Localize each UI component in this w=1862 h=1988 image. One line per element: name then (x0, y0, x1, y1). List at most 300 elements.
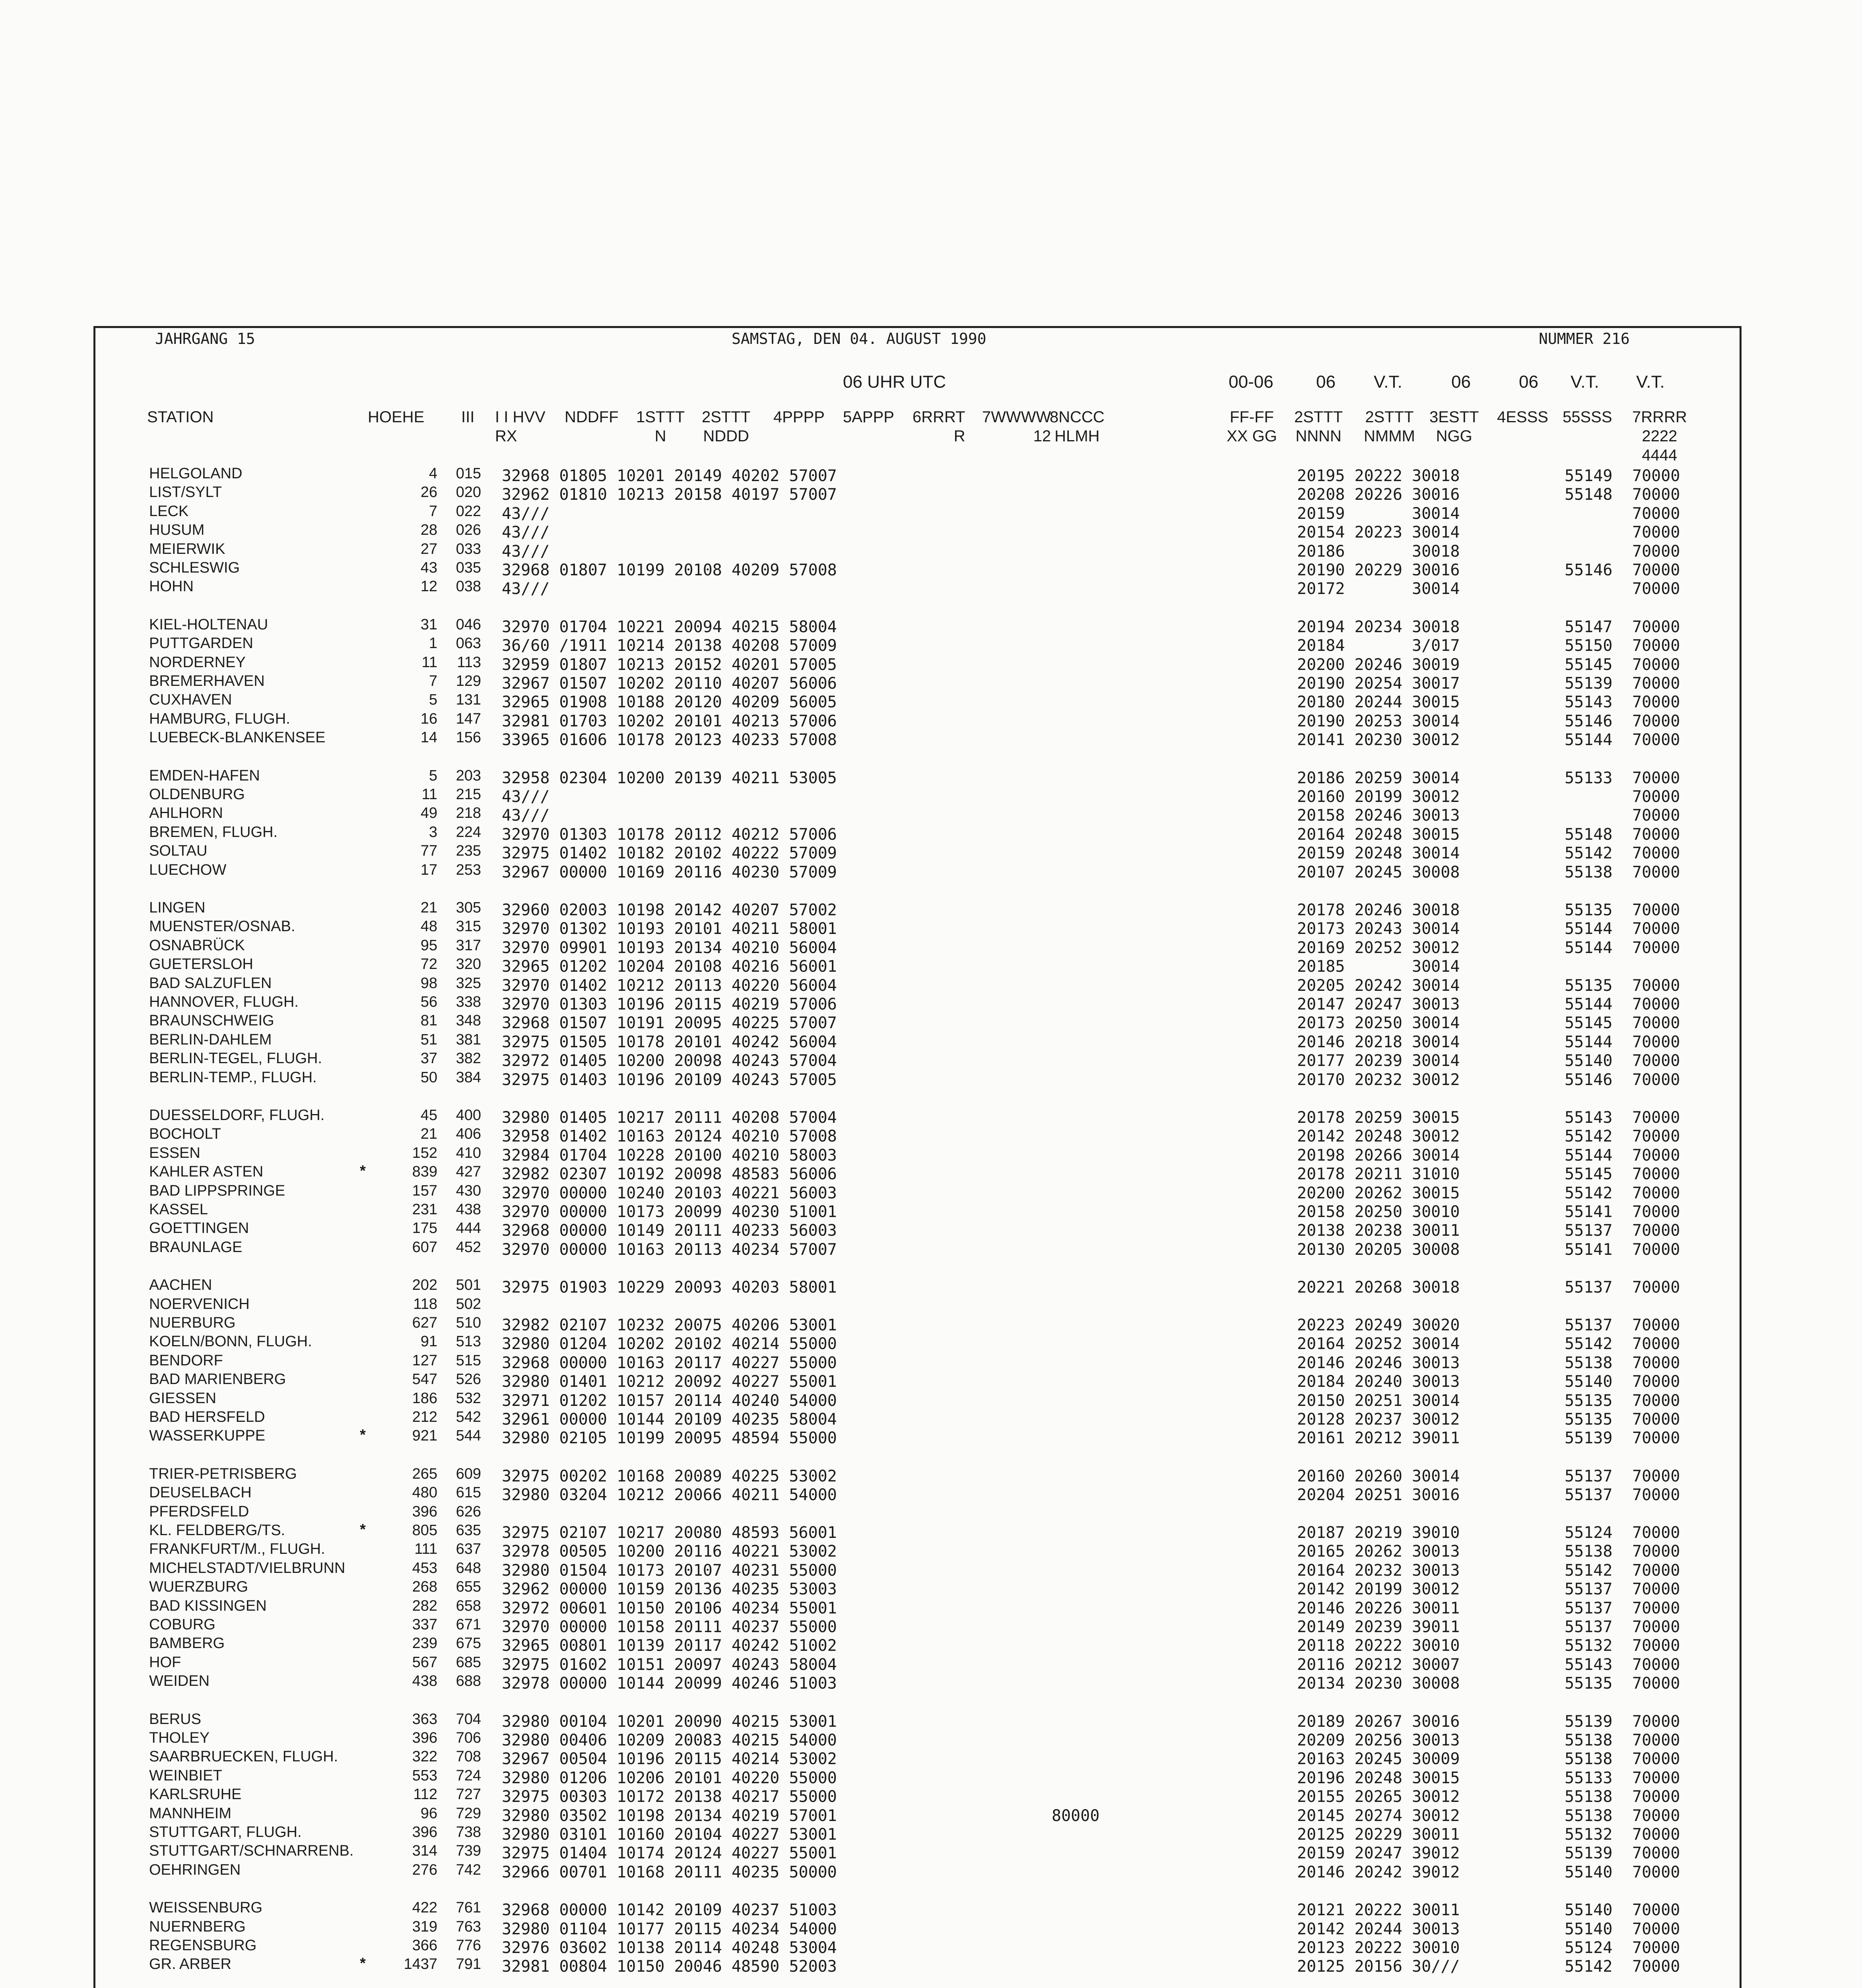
temp-group: 20149 20239 39011 (1297, 1618, 1460, 1636)
sun-group: 55140 (1565, 1901, 1613, 1920)
rain-group: 70000 (1632, 542, 1680, 561)
station-name: BAMBERG (149, 1635, 225, 1652)
station-height: 21 (420, 1126, 437, 1143)
rain-group: 70000 (1632, 769, 1680, 787)
rain-group: 70000 (1632, 1353, 1680, 1372)
station-height: 21 (420, 899, 437, 916)
station-height: 553 (412, 1767, 437, 1784)
station-name: BRAUNLAGE (149, 1239, 243, 1256)
sun-group: 55135 (1565, 1674, 1613, 1693)
station-name: PFERDSFELD (149, 1503, 249, 1520)
obs-group: 36/60 /1911 10214 20138 40208 57009 (502, 637, 837, 655)
station-height: 95 (420, 937, 437, 954)
sun-group: 55124 (1565, 1939, 1613, 1957)
volume-label: JAHRGANG 15 (155, 330, 255, 348)
col-c6: 5APPP (843, 408, 894, 426)
rain-group: 70000 (1632, 467, 1680, 485)
rain-group: 70000 (1632, 731, 1680, 749)
sun-group: 55137 (1565, 1278, 1613, 1297)
mountain-station-mark: * (360, 1521, 366, 1538)
station-id: 305 (456, 899, 481, 916)
station-id: 438 (456, 1201, 481, 1218)
sun-group: 55124 (1565, 1524, 1613, 1542)
temp-group: 20185 30014 (1297, 957, 1460, 976)
sun-group: 55132 (1565, 1637, 1613, 1655)
station-name: HELGOLAND (149, 465, 243, 482)
station-height: 127 (412, 1352, 437, 1369)
station-name: MICHELSTADT/VIELBRUNN (149, 1559, 346, 1576)
rain-group: 70000 (1632, 1109, 1680, 1127)
rain-group: 70000 (1632, 1920, 1680, 1938)
temp-group: 20165 20262 30013 (1297, 1542, 1460, 1561)
sun-group: 55146 (1565, 712, 1613, 730)
station-height: 314 (412, 1842, 437, 1860)
temp-group: 20116 20212 30007 (1297, 1655, 1460, 1674)
date-label: SAMSTAG, DEN 04. AUGUST 1990 (732, 330, 986, 348)
station-height: 363 (412, 1710, 437, 1728)
rain-group: 70000 (1632, 1561, 1680, 1580)
temp-group: 20128 20237 30012 (1297, 1410, 1460, 1429)
temp-group: 20177 20239 30014 (1297, 1052, 1460, 1070)
station-id: 203 (456, 767, 481, 784)
obs-group: 32958 01402 10163 20124 40210 57008 (502, 1127, 837, 1146)
sun-group: 55147 (1565, 617, 1613, 636)
sun-group: 55142 (1565, 1184, 1613, 1202)
station-height: 45 (420, 1107, 437, 1124)
rain-group: 70000 (1632, 976, 1680, 995)
temp-group: 20189 20267 30016 (1297, 1712, 1460, 1731)
station-id: 113 (457, 654, 481, 671)
obs-group: 32970 00000 10163 20113 40234 57007 (502, 1240, 837, 1259)
station-id: 038 (456, 578, 481, 595)
station-name: LINGEN (149, 899, 206, 916)
sun-group: 55135 (1565, 1391, 1613, 1410)
rain-group: 70000 (1632, 1618, 1680, 1636)
obs-group: 43/// (502, 542, 550, 561)
station-height: 276 (412, 1861, 437, 1878)
station-id: 542 (456, 1409, 481, 1425)
station-id: 515 (456, 1352, 481, 1369)
obs-group: 32970 01402 10212 20113 40220 56004 (502, 976, 837, 995)
station-id: 544 (456, 1427, 481, 1444)
obs-group: 32970 01302 10193 20101 40211 58001 (502, 920, 837, 938)
obs-group: 43/// (502, 806, 550, 825)
station-height: 26 (420, 484, 437, 501)
obs-group: 32965 01202 10204 20108 40216 56001 (502, 957, 837, 976)
rain-group: 70000 (1632, 1410, 1680, 1429)
temp-group: 20172 30014 (1297, 580, 1460, 598)
obs-group: 43/// (502, 580, 550, 598)
rain-group: 70000 (1632, 1637, 1680, 1655)
rain-group: 70000 (1632, 1184, 1680, 1202)
rain-group: 70000 (1632, 1127, 1680, 1146)
station-name: HUSUM (149, 522, 205, 539)
station-id: 325 (456, 975, 481, 992)
station-height: 37 (420, 1050, 437, 1067)
station-name: HOF (149, 1654, 181, 1671)
station-height: 111 (414, 1541, 437, 1558)
obs-extra: 80000 (1052, 1806, 1100, 1825)
station-name: BREMEN, FLUGH. (149, 823, 278, 841)
station-id: 317 (456, 937, 481, 954)
temp-group: 20154 20223 30014 (1297, 523, 1460, 542)
temp-group: 20145 20274 30012 (1297, 1806, 1460, 1825)
obs-group: 32968 01507 10191 20095 40225 57007 (502, 1014, 837, 1033)
time-label: 06 UHR UTC (843, 372, 946, 392)
obs-group: 32975 01403 10196 20109 40243 57005 (502, 1070, 837, 1089)
sun-group: 55138 (1565, 1806, 1613, 1825)
sun-group: 55145 (1565, 655, 1613, 674)
r-label-6: V.T. (1571, 372, 1599, 392)
station-height: 265 (412, 1465, 437, 1482)
temp-group: 20158 20250 30010 (1297, 1203, 1460, 1221)
sun-group: 55140 (1565, 1052, 1613, 1070)
temp-group: 20184 20240 30013 (1297, 1373, 1460, 1391)
rain-group: 70000 (1632, 1070, 1680, 1089)
station-height: 56 (420, 994, 437, 1010)
obs-group: 32980 02105 10199 20095 48594 55000 (502, 1429, 837, 1448)
sun-group: 55133 (1565, 769, 1613, 787)
sun-group: 55144 (1565, 731, 1613, 749)
temp-group: 20146 20226 30011 (1297, 1599, 1460, 1617)
rain-group: 70000 (1632, 1391, 1680, 1410)
station-id: 704 (456, 1710, 481, 1728)
sun-group: 55142 (1565, 844, 1613, 863)
station-id: 033 (456, 540, 481, 557)
obs-group: 32980 03204 10212 20066 40211 54000 (502, 1486, 837, 1505)
col-c9: 8NCCC HLMH (1050, 408, 1105, 445)
sun-group: 55137 (1565, 1580, 1613, 1599)
rain-group: 70000 (1632, 1335, 1680, 1353)
station-id: 658 (456, 1597, 481, 1614)
rain-group: 70000 (1632, 844, 1680, 863)
sun-group: 55146 (1565, 561, 1613, 579)
station-name: EMDEN-HAFEN (149, 767, 260, 784)
sun-group: 55150 (1565, 637, 1613, 655)
obs-group: 32980 00104 10201 20090 40215 53001 (502, 1712, 837, 1731)
sun-group: 55141 (1565, 1203, 1613, 1221)
obs-group: 32968 00000 10142 20109 40237 51003 (502, 1901, 837, 1920)
rain-group: 70000 (1632, 674, 1680, 693)
rain-group: 70000 (1632, 938, 1680, 957)
temp-group: 20146 20242 39012 (1297, 1863, 1460, 1881)
station-height: 4 (429, 465, 437, 482)
col-c2: NDDFF (565, 408, 619, 426)
rain-group: 70000 (1632, 1769, 1680, 1787)
obs-group: 32981 00804 10150 20046 48590 52003 (502, 1957, 837, 1976)
station-name: REGENSBURG (149, 1937, 257, 1954)
station-height: 51 (420, 1031, 437, 1048)
temp-group: 20178 20259 30015 (1297, 1109, 1460, 1127)
station-height: 27 (420, 540, 437, 557)
rain-group: 70000 (1632, 1580, 1680, 1599)
station-height: 480 (412, 1484, 437, 1501)
mountain-station-mark: * (360, 1427, 366, 1444)
station-name: MEIERWIK (149, 540, 225, 557)
rain-group: 70000 (1632, 1844, 1680, 1863)
temp-group: 20125 20229 30011 (1297, 1825, 1460, 1844)
station-id: 742 (456, 1861, 481, 1878)
mountain-station-mark: * (360, 1163, 366, 1180)
station-id: 381 (456, 1031, 481, 1048)
obs-group: 32968 01805 10201 20149 40202 57007 (502, 467, 837, 485)
station-height: 43 (420, 559, 437, 576)
r-label-5: 06 (1519, 372, 1538, 392)
station-id: 688 (456, 1673, 481, 1690)
rain-group: 70000 (1632, 1240, 1680, 1259)
temp-group: 20155 20265 30012 (1297, 1788, 1460, 1806)
station-height: 98 (420, 975, 437, 992)
obs-group: 32980 00406 10209 20083 40215 54000 (502, 1731, 837, 1749)
temp-group: 20159 20247 39012 (1297, 1844, 1460, 1863)
rain-group: 70000 (1632, 1429, 1680, 1448)
sun-group: 55140 (1565, 1920, 1613, 1938)
station-id: 235 (456, 843, 481, 860)
station-name: AHLHORN (149, 805, 223, 822)
station-name: BRAUNSCHWEIG (149, 1012, 274, 1029)
obs-group: 32970 01303 10196 20115 40219 57006 (502, 995, 837, 1013)
col-r7: 7RRRR 2222 4444 (1632, 408, 1687, 464)
obs-group: 32980 01405 10217 20111 40208 57004 (502, 1109, 837, 1127)
temp-group: 20204 20251 30016 (1297, 1486, 1460, 1505)
rain-group: 70000 (1632, 1052, 1680, 1070)
obs-group: 32965 01908 10188 20120 40209 56005 (502, 693, 837, 712)
station-height: 14 (420, 729, 437, 746)
temp-group: 20158 20246 30013 (1297, 806, 1460, 825)
col-r1: FF-FF XX GG (1227, 408, 1277, 445)
temp-group: 20178 20246 30018 (1297, 901, 1460, 919)
station-name: LIST/SYLT (149, 484, 222, 501)
rain-group: 70000 (1632, 1655, 1680, 1674)
station-name: FRANKFURT/M., FLUGH. (149, 1541, 325, 1558)
temp-group: 20141 20230 30012 (1297, 731, 1460, 749)
temp-group: 20173 20243 30014 (1297, 920, 1460, 938)
temp-group: 20198 20266 30014 (1297, 1146, 1460, 1165)
station-height: 5 (429, 767, 437, 784)
rain-group: 70000 (1632, 825, 1680, 844)
station-height: 7 (429, 673, 437, 689)
station-id: 526 (456, 1371, 481, 1388)
station-id: 502 (456, 1295, 481, 1312)
r-label-7: V.T. (1636, 372, 1665, 392)
station-name: KARLSRUHE (149, 1786, 242, 1803)
temp-group: 20123 20222 30010 (1297, 1939, 1460, 1957)
r-label-4: 06 (1451, 372, 1471, 392)
station-name: HAMBURG, FLUGH. (149, 710, 290, 727)
station-id: 131 (456, 691, 481, 709)
station-id: 015 (456, 465, 481, 482)
obs-group: 32970 01303 10178 20112 40212 57006 (502, 825, 837, 844)
col-r6: 55SSS (1563, 408, 1612, 426)
sun-group: 55145 (1565, 1014, 1613, 1033)
temp-group: 20180 20244 30015 (1297, 693, 1460, 712)
temp-group: 20160 20260 30014 (1297, 1467, 1460, 1485)
station-height: 319 (412, 1918, 437, 1935)
station-name: MUENSTER/OSNAB. (149, 918, 295, 935)
sun-group: 55132 (1565, 1825, 1613, 1844)
rain-group: 70000 (1632, 1599, 1680, 1617)
temp-group: 20125 20156 30/// (1297, 1957, 1460, 1976)
mountain-station-mark: * (360, 1955, 366, 1972)
station-height: 96 (420, 1805, 437, 1822)
station-name: GR. ARBER (149, 1956, 231, 1973)
sun-group: 55148 (1565, 825, 1613, 844)
station-id: 315 (456, 918, 481, 935)
obs-group: 32981 01703 10202 20101 40213 57006 (502, 712, 837, 730)
sun-group: 55144 (1565, 938, 1613, 957)
station-name: CUXHAVEN (149, 691, 232, 709)
rain-group: 70000 (1632, 1373, 1680, 1391)
obs-group: 32975 01602 10151 20097 40243 58004 (502, 1655, 837, 1674)
obs-group: 43/// (502, 523, 550, 542)
station-height: 1 (429, 635, 437, 652)
station-height: 396 (412, 1730, 437, 1746)
station-id: 671 (456, 1616, 481, 1633)
station-height: 11 (421, 786, 437, 803)
col-r5: 4ESSS (1497, 408, 1548, 426)
temp-group: 20196 20248 30015 (1297, 1769, 1460, 1787)
station-id: 022 (456, 503, 481, 520)
obs-group: 32958 02304 10200 20139 40211 53005 (502, 769, 837, 787)
station-name: BENDORF (149, 1352, 223, 1369)
station-id: 738 (456, 1824, 481, 1840)
station-id: 626 (456, 1503, 481, 1520)
station-height: 48 (420, 918, 437, 935)
station-name: BERLIN-DAHLEM (149, 1031, 272, 1048)
temp-group: 20147 20247 30013 (1297, 995, 1460, 1013)
station-height: 453 (412, 1559, 437, 1576)
temp-group: 20187 20219 39010 (1297, 1524, 1460, 1542)
station-height: 396 (412, 1503, 437, 1520)
sun-group: 55142 (1565, 1335, 1613, 1353)
sun-group: 55143 (1565, 693, 1613, 712)
rain-group: 70000 (1632, 806, 1680, 825)
rain-group: 70000 (1632, 504, 1680, 523)
obs-group: 32960 02003 10198 20142 40207 57002 (502, 901, 837, 919)
station-name: THOLEY (149, 1730, 210, 1746)
station-id: 510 (456, 1314, 481, 1331)
station-name: BERLIN-TEGEL, FLUGH. (149, 1050, 322, 1067)
station-height: 12 (420, 578, 437, 595)
station-name: WUERZBURG (149, 1578, 249, 1596)
station-height: 607 (412, 1239, 437, 1256)
station-height: 152 (412, 1144, 437, 1161)
station-name: ESSEN (149, 1144, 200, 1161)
station-id: 430 (456, 1182, 481, 1199)
temp-group: 20146 20246 30013 (1297, 1353, 1460, 1372)
station-id: 129 (456, 673, 481, 689)
obs-group: 32962 00000 10159 20136 40235 53003 (502, 1580, 837, 1599)
station-id: 776 (456, 1937, 481, 1954)
station-height: 31 (420, 616, 437, 633)
rain-group: 70000 (1632, 655, 1680, 674)
station-height: 16 (420, 710, 437, 727)
rain-group: 70000 (1632, 1524, 1680, 1542)
station-id: 532 (456, 1390, 481, 1407)
station-id: 338 (456, 994, 481, 1010)
rain-group: 70000 (1632, 1731, 1680, 1749)
station-id: 706 (456, 1730, 481, 1746)
station-height: 337 (412, 1616, 437, 1633)
station-name: AACHEN (149, 1277, 212, 1294)
station-name: BAD KISSINGEN (149, 1597, 267, 1614)
sun-group: 55145 (1565, 1165, 1613, 1184)
station-height: 422 (412, 1899, 437, 1916)
sun-group: 55137 (1565, 1618, 1613, 1636)
sun-group: 55139 (1565, 1844, 1613, 1863)
station-name: LECK (149, 503, 189, 520)
rain-group: 70000 (1632, 920, 1680, 938)
temp-group: 20184 3/017 (1297, 637, 1460, 655)
rain-group: 70000 (1632, 1486, 1680, 1505)
obs-group: 43/// (502, 504, 550, 523)
station-height: 91 (420, 1333, 437, 1350)
col-c8: 7WWWW 12 (982, 408, 1051, 445)
station-name: WEIDEN (149, 1673, 210, 1690)
station-name: BOCHOLT (149, 1126, 221, 1143)
station-height: 118 (413, 1295, 437, 1312)
station-name: OEHRINGEN (149, 1861, 241, 1878)
station-name: HOHN (149, 578, 194, 595)
obs-group: 32980 01504 10173 20107 40231 55000 (502, 1561, 837, 1580)
station-name: WASSERKUPPE (149, 1427, 266, 1444)
station-name: GIESSEN (149, 1390, 216, 1407)
rain-group: 70000 (1632, 1316, 1680, 1334)
station-name: GOETTINGEN (149, 1220, 249, 1237)
station-height: 7 (429, 503, 437, 520)
rain-group: 70000 (1632, 1165, 1680, 1184)
col-hoehe: HOEHE (368, 408, 425, 426)
rain-group: 70000 (1632, 1674, 1680, 1693)
rain-group: 70000 (1632, 1033, 1680, 1051)
sun-group: 55142 (1565, 1127, 1613, 1146)
station-name: NUERBURG (149, 1314, 236, 1331)
station-id: 020 (456, 484, 481, 501)
station-id: 637 (456, 1541, 481, 1558)
sun-group: 55137 (1565, 1599, 1613, 1617)
station-id: 501 (456, 1277, 481, 1294)
station-id: 046 (456, 616, 481, 633)
obs-group: 32970 00000 10158 20111 40237 55000 (502, 1618, 837, 1636)
temp-group: 20194 20234 30018 (1297, 617, 1460, 636)
rain-group: 70000 (1632, 580, 1680, 598)
station-height: 72 (420, 956, 437, 973)
obs-group: 32968 00000 10149 20111 40233 56003 (502, 1221, 837, 1240)
obs-group: 32978 00505 10200 20116 40221 53002 (502, 1542, 837, 1561)
temp-group: 20173 20250 30014 (1297, 1014, 1460, 1033)
sun-group: 55138 (1565, 1542, 1613, 1561)
r-label-1: 00-06 (1229, 372, 1274, 392)
station-id: 253 (456, 861, 481, 878)
station-name: KIEL-HOLTENAU (149, 616, 268, 633)
station-name: WEINBIET (149, 1767, 222, 1784)
sun-group: 55144 (1565, 920, 1613, 938)
rain-group: 70000 (1632, 1825, 1680, 1844)
sun-group: 55138 (1565, 863, 1613, 881)
temp-group: 20186 20259 30014 (1297, 769, 1460, 787)
col-r2: 2STTT NNNN (1294, 408, 1343, 445)
obs-group: 32980 01206 10206 20101 40220 55000 (502, 1769, 837, 1787)
obs-group: 32967 00000 10169 20116 40230 57009 (502, 863, 837, 881)
temp-group: 20118 20222 30010 (1297, 1637, 1460, 1655)
sun-group: 55138 (1565, 1788, 1613, 1806)
temp-group: 20160 20199 30012 (1297, 788, 1460, 806)
station-name: LUEBECK-BLANKENSEE (149, 729, 326, 746)
obs-group: 32971 01202 10157 20114 40240 54000 (502, 1391, 837, 1410)
station-name: KASSEL (149, 1201, 208, 1218)
obs-group: 32961 00000 10144 20109 40235 58004 (502, 1410, 837, 1429)
sun-group: 55146 (1565, 1070, 1613, 1089)
